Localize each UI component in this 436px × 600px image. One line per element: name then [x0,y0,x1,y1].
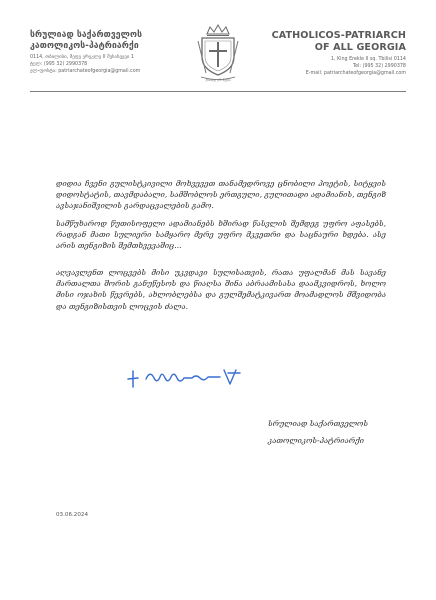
address-en: 1, King Erekle II sq. Tbilisi 0114 [330,57,406,62]
letterhead-divider [30,91,406,92]
closing-line-2: კათოლიკოს-პატრიარქი [268,436,364,445]
org-name-line2-en: OF ALL GEORGIA [314,42,406,53]
patriarchate-seal-icon [192,23,244,83]
org-name-line1-en: CATHOLICOS-PATRIARCH [271,30,406,41]
phone-en: Tel: (995 32) 2990378 [353,63,406,69]
closing-line-1: სრულიად საქართველოს [268,419,368,428]
address-ka: 0114, თბილისი, მეფე ერეკლე II შესახვევი 1 [30,55,134,60]
handwritten-signature [124,365,260,389]
body-paragraph-1: დიდია ჩვენი გულისტკივილი მოხვევეთ თანამედროვე ცნობილი პოეტის, სიტყვის დიდოსტატის, თავმდაბალი, სამშობლოს ერთგული, გულითადი ადამიანის, თენგიზ ავსაჯანიშვილის გარდაცვალების გამო. [56,179,386,211]
email-ka: ელ-ფოსტა: patriarchateofgeorgia@gmail.com [30,69,141,75]
org-name-line1-ka: სრულიად საქართველოს [30,30,143,40]
letter-date: 03.06.2024 [56,512,89,518]
seal-motto: ქრისტე ღმ. ჩვენი [205,78,231,82]
phone-ka: ტელ: (995 32) 2990378 [30,61,88,67]
org-name-line2-ka: კათოლიკოს-პატრიარქი [30,41,139,51]
body-paragraph-3: აღვავლენთ ლოცვებს მისი უკვდავი სულისათვის, რათა უფალმან მას სავანე მართალთა შორის განუწესოს და წიაღსა შინა აბრაამისასა დაამკვიდროს, ხოლო მისი ოჯახის წევრებს, ახლობლებსა და გულშემატკივართ მოამადლოს მშვიდობა და თენგიზისთვის ლოცვის ძალა. [56,268,386,311]
letterhead-english [256,30,406,78]
email-en: E-mail: patriarchateofgeorgia@gmail.com [305,71,406,77]
body-paragraph-2: სამწუხაროდ წუთისოფელი ადამიანებს ხშირად წასვლის შემდეგ უფრო აფასებს, რადგან მათი სულიერი სამყარო მერე უფრო მკვეთრი და საცნაური ხდება. ასე არის თენგიზის შემთხვევაშიც... [56,219,386,251]
letterhead-georgian [30,30,180,76]
